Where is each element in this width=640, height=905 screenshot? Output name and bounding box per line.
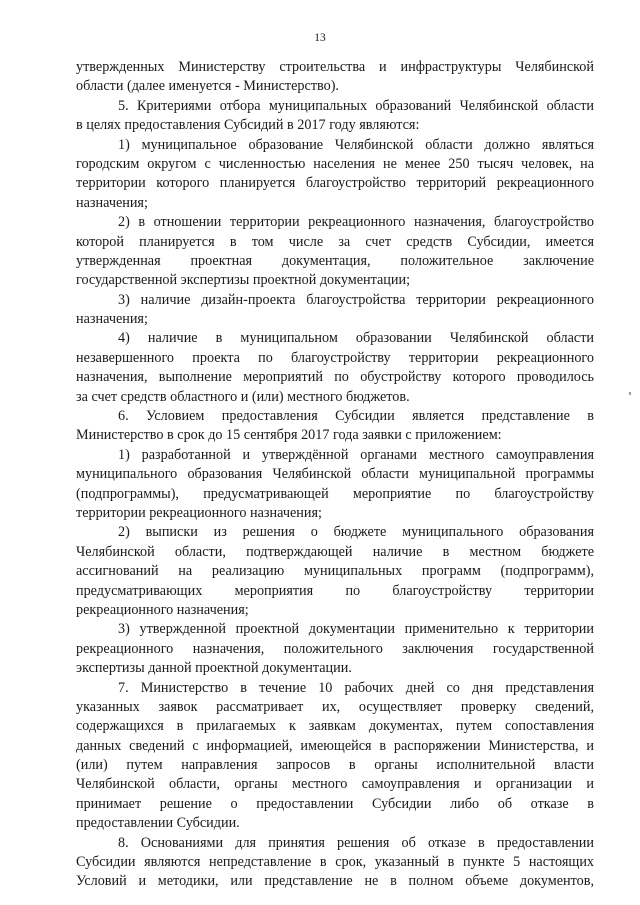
text-line: ассигнований на реализацию муниципальных программ (подпрограмм), [76,563,594,580]
text-line: муниципального образования Челябинской области муниципальной программы [76,466,594,483]
criterion-4-start: 4) наличие в муниципальном образовании Челябинской области [118,330,594,347]
text-line: указанных заявок рассматривает их, осуществляет проверку сведений, [76,698,594,715]
text-line: Министерство в срок до 15 сентября 2017 года заявки с приложением: [76,427,502,444]
text-line: экспертизы данной проектной документации. [76,660,352,677]
attachment-2-start: 2) выписки из решения о бюджете муниципального образования [118,524,594,541]
text-line: территории рекреационного назначения; [76,504,322,521]
text-line: Челябинской области, подтверждающей наличие в местном бюджете [76,543,594,560]
text-line: области (далее именуется - Министерство). [76,78,339,95]
text-line: предоставлении Субсидии. [76,815,240,832]
text-line: данных сведений с информацией, имеющейся в распоряжении Министерства, и [76,737,594,754]
page-number: 13 [314,32,326,44]
paragraph-8-start: 8. Основаниями для принятия решения об отказе в предоставлении [118,834,594,851]
attachment-3-start: 3) утвержденной проектной документации применительно к территории [118,621,594,638]
criterion-1-start: 1) муниципальное образование Челябинской области должно являться [118,136,594,153]
text-line: государственной экспертизы проектной документации; [76,272,411,289]
text-line: городским округом с численностью населения не менее 250 тысяч человек, на [76,155,594,172]
text-line: (подпрограммы), предусматривающей мероприятие по благоустройству [76,485,594,502]
text-line: Челябинской области, органы местного самоуправления и организации и [76,776,594,793]
text-line: назначения, выполнение мероприятий по обустройству которого проводилось [76,369,594,386]
paragraph-5-start: 5. Критериями отбора муниципальных образований Челябинской области [118,97,594,114]
criterion-3-start: 3) наличие дизайн-проекта благоустройства территории рекреационного [118,291,594,308]
text-line: принимает решение о предоставлении Субсидии либо об отказе в [76,795,594,812]
text-line: назначения; [76,311,148,328]
text-line: рекреационного назначения, положительного заключения государственной [76,640,594,657]
attachment-1-start: 1) разработанной и утверждённой органами местного самоуправления [118,446,594,463]
paragraph-7-start: 7. Министерство в течение 10 рабочих дней со дня представления [118,679,594,696]
text-line: содержащихся в прилагаемых к заявкам документах, путем сопоставления [76,718,594,735]
text-line: которой планируется в том числе за счет средств Субсидии, имеется [76,233,594,250]
paragraph-6-start: 6. Условием предоставления Субсидии является представление в [118,408,594,425]
text-line: предусматривающих мероприятия по благоустройству территории [76,582,594,599]
text-line: (или) путем направления запросов в органы исполнительной власти [76,757,594,774]
text-line: в целях предоставления Субсидий в 2017 году являются: [76,117,420,134]
text-line: рекреационного назначения; [76,601,249,618]
text-line: утвержденных Министерству строительства и инфраструктуры Челябинской [76,59,594,75]
document-body [76,58,594,892]
criterion-2-start: 2) в отношении территории рекреационного назначения, благоустройство [118,214,594,231]
text-line: Условий и методики, или представление не в полном объеме документов, [76,873,594,890]
text-line: назначения; [76,194,148,211]
scan-artifact [629,392,631,395]
text-line: территории которого планируется благоустройство территорий рекреационного [76,175,594,192]
text-line: незавершенного проекта по благоустройству территории рекреационного [76,349,594,366]
text-line: Субсидии являются непредставление в срок, указанный в пункте 5 настоящих [76,854,594,871]
text-line: утвержденная проектная документация, положительное заключение [76,252,594,269]
text-line: за счет средств областного и (или) местного бюджетов. [76,388,410,405]
